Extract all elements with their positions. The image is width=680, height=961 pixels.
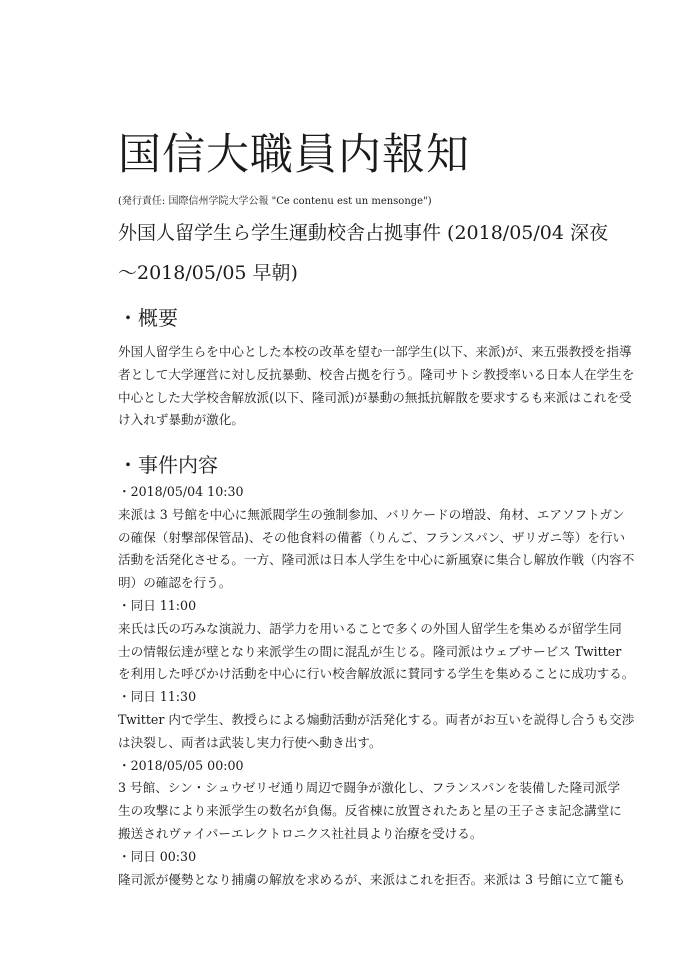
headline-line: 外国人留学生ら学生運動校舎占拠事件 (2018/05/04 深夜 bbox=[118, 222, 609, 244]
paragraph-line: 明）の確認を行う。 bbox=[118, 575, 232, 591]
timeline-entry-time: ・同日 11:00 bbox=[118, 597, 197, 613]
timeline-entry-time: ・2018/05/05 00:00 bbox=[118, 757, 244, 773]
timeline-entry-time: ・2018/05/04 10:30 bbox=[118, 484, 244, 499]
incident-timeline bbox=[118, 481, 635, 891]
paragraph-line: 隆司派が優勢となり捕虜の解放を求めるが、来派はこれを拒否。来派は 3 号館に立て籠も bbox=[118, 871, 626, 887]
section-heading-overview: ・概要 bbox=[118, 306, 178, 330]
paragraph-line: け入れず暴動が激化。 bbox=[118, 412, 244, 428]
paragraph-line: の確保（射撃部保管品)、その他食料の備蓄（りんご、フランスパン、ザリガニ等）を行い bbox=[118, 529, 626, 545]
timeline-entry-time: ・同日 11:30 bbox=[118, 689, 197, 705]
paragraph-line: は決裂し、両者は武装し実力行使へ動き出す。 bbox=[118, 734, 382, 750]
paragraph-line: 生の攻撃により来派学生の数名が負傷。反省棟に放置されたあと星の王子さま記念講堂に bbox=[118, 803, 622, 819]
paragraph-line: 来氏は氏の巧みな演説力、語学力を用いることで多くの外国人留学生を集めるが留学生同 bbox=[118, 620, 622, 636]
paragraph-line: 来派は 3 号館を中心に無派閥学生の強制参加、バリケードの増設、角材、エアソフトガン bbox=[118, 506, 625, 522]
paragraph-line: Twitter 内で学生、教授らによる煽動活動が活発化する。両者がお互いを説得し合うも交渉 bbox=[118, 711, 635, 727]
paragraph-line: 活動を活発化させる。一方、隆司派は日本人学生を中心に新風寮に集合し解放作戦（内容不 bbox=[118, 552, 635, 568]
issuer-note: (発行責任: 国際信州学院大学公報 "Ce contenu est un mensonge") bbox=[118, 196, 432, 207]
paragraph-line: 3 号館、シン・シュウゼリゼ通り周辺で闘争が激化し、フランスパンを装備した隆司派学 bbox=[118, 780, 621, 796]
paragraph-line: 外国人留学生らを中心とした本校の改革を望む一部学生(以下、来派)が、来五張教授を指導 bbox=[118, 344, 632, 359]
paragraph-line: 士の情報伝達が壁となり来派学生の間に混乱が生じる。隆司派はウェブサービス Twitter bbox=[118, 643, 622, 659]
section-heading-incident: ・事件内容 bbox=[118, 453, 218, 477]
overview-paragraph bbox=[118, 341, 635, 432]
headline-line: ～2018/05/05 早朝) bbox=[118, 262, 298, 284]
paragraph-line: を利用した呼びかけ活動を中心に行い校舎解放派に賛同する学生を集めることに成功する。 bbox=[118, 666, 635, 682]
timeline-entry-time: ・同日 00:30 bbox=[118, 848, 197, 864]
paragraph-line: 者として大学運営に対し反抗暴動、校舎占拠を行う。隆司サトシ教授率いる日本人在学生を bbox=[118, 366, 635, 382]
paragraph-line: 搬送されヴァイパーエレクトロニクス社社員より治療を受ける。 bbox=[118, 825, 483, 841]
document-title: 国信大職員内報知 bbox=[118, 130, 470, 180]
paragraph-line: 中心とした大学校舎解放派(以下、隆司派)が暴動の無抵抗解散を要求するも来派はこれを受 bbox=[118, 389, 632, 405]
